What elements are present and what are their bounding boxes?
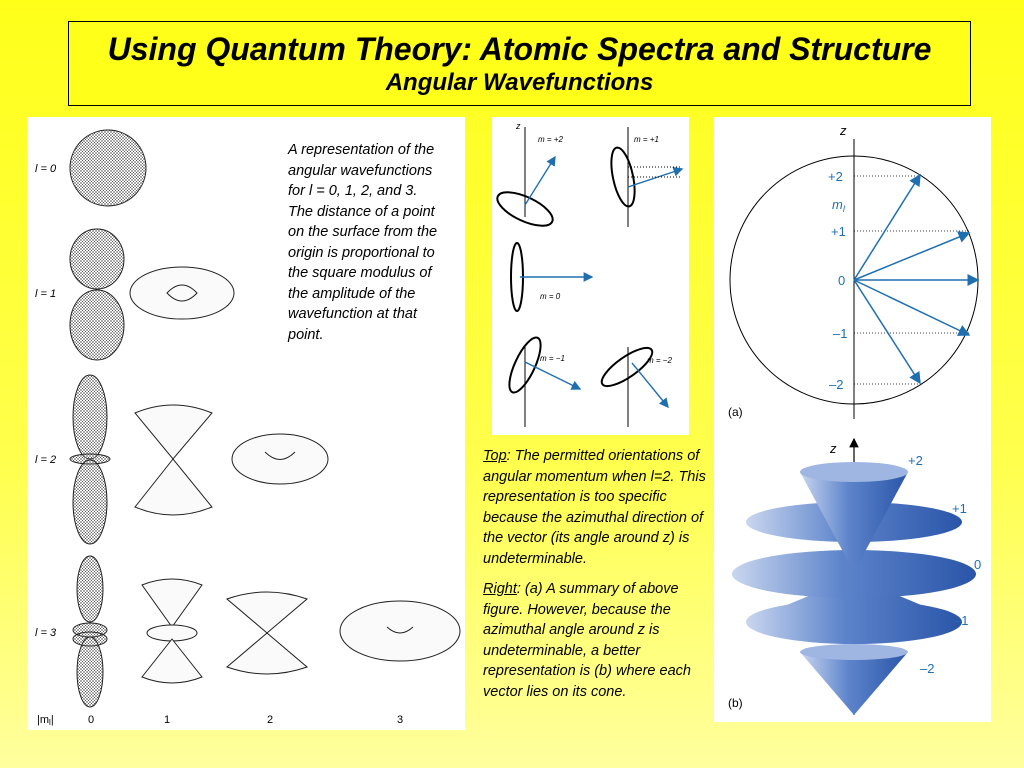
note-top-text: : The permitted orientations of angular momentum when l=2. This representation is too specific because the azimuthal direction of the vector (its angle around z) is undeterminable. (483, 448, 706, 567)
orbital-l3-m3 (340, 601, 460, 661)
cone-label-minus2: –2 (920, 661, 935, 676)
summary-a-panel-label: (a) (728, 405, 743, 419)
column-label-0: 0 (88, 714, 95, 726)
note-right (483, 579, 709, 702)
cone-label-minus1: –1 (954, 613, 969, 628)
title-box (68, 21, 971, 106)
summary-a-tick-plus1: +1 (831, 224, 846, 239)
summary-b (728, 439, 981, 715)
orbital-l1-m1 (130, 267, 234, 319)
precession-loop-m-2 (597, 342, 658, 393)
orbital-l2-m1-upper (135, 405, 212, 459)
orbital-l1-m0-upper-lobe (70, 229, 124, 289)
orbital-l1-m0-lower-lobe (70, 290, 124, 360)
orbital-l3-m2-lower (227, 633, 307, 674)
ml-label-minus2: m = −2 (647, 356, 672, 365)
summary-a-ml-label: $m_l$ (832, 197, 845, 214)
vector-m2 (525, 157, 555, 205)
slide-title: Using Quantum Theory: Atomic Spectra and Structure (107, 31, 932, 67)
summary-a-tick-minus1: –1 (833, 326, 848, 341)
note-top-heading: Top (483, 448, 507, 464)
column-label-3: 3 (397, 714, 404, 726)
orbital-l3-m0-upper-lobe (77, 556, 103, 622)
cone-label-plus1: +1 (952, 501, 967, 516)
summary-vector-plus1 (854, 233, 969, 280)
row-label-l2: l = 2 (35, 454, 57, 466)
note-right-text: : (a) A summary of above figure. However, because the azimuthal angle around z is undeterminable, a better representation is (b) where each vector lies on its cone. (483, 581, 691, 700)
vector-m-1 (525, 362, 580, 389)
column-header: |ml| (37, 714, 54, 727)
axis-label-z: z (516, 121, 521, 131)
slide-subtitle: Angular Wavefunctions (385, 69, 654, 96)
note-top (483, 446, 709, 569)
orbital-l3-m2-upper (227, 592, 307, 633)
cone-label-plus2: +2 (908, 453, 923, 468)
summary-a-tick-0: 0 (838, 273, 846, 288)
summary-b-panel-label: (b) (728, 696, 743, 710)
orbital-l3-m1-lower (142, 639, 202, 683)
orbital-l2-m1-lower (135, 459, 212, 515)
note-right-heading: Right (483, 581, 517, 597)
orbital-l2-m0-upper-lobe (73, 375, 107, 459)
orbital-l3-m0-lower-lobe (77, 637, 103, 707)
summary-figure (714, 117, 991, 722)
row-label-l3: l = 3 (35, 627, 57, 639)
summary-a-tick-plus2: +2 (828, 169, 843, 184)
orbital-l3-m1-upper (142, 579, 202, 627)
vector-orientations-figure (492, 117, 689, 435)
summary-b-axis-z: z (830, 441, 837, 456)
summary-vector-plus2 (854, 175, 920, 280)
row-label-l1: l = 1 (35, 288, 57, 300)
vector-orientations-drawing (492, 117, 689, 435)
vector-m-2 (632, 363, 668, 407)
ml-label-0: m = 0 (540, 292, 561, 301)
ml-label-plus2: m = +2 (538, 135, 563, 144)
row-label-l0: l = 0 (35, 163, 57, 175)
ml-label-minus1: m = −1 (540, 354, 565, 363)
orbital-l2-m0-lower-lobe (73, 460, 107, 544)
orbital-l0-m0 (70, 130, 146, 206)
summary-drawing (714, 117, 991, 722)
vector-m1 (628, 169, 682, 187)
summary-a (728, 123, 978, 419)
ml-label-plus1: m = +1 (634, 135, 659, 144)
column-label-1: 1 (164, 714, 171, 726)
summary-a-axis-z: z (840, 123, 847, 138)
orbitals-caption: A representation of the angular wavefunctions for l = 0, 1, 2, and 3. The distance of a point on the surface from the origin is proportional to the square modulus of the amplitude of the wavefunction at that point. (288, 142, 438, 343)
column-label-2: 2 (267, 714, 274, 726)
cone-minus2 (800, 652, 908, 715)
cone-label-0: 0 (974, 557, 982, 572)
summary-a-tick-minus2: –2 (829, 377, 844, 392)
side-notes (483, 446, 709, 712)
